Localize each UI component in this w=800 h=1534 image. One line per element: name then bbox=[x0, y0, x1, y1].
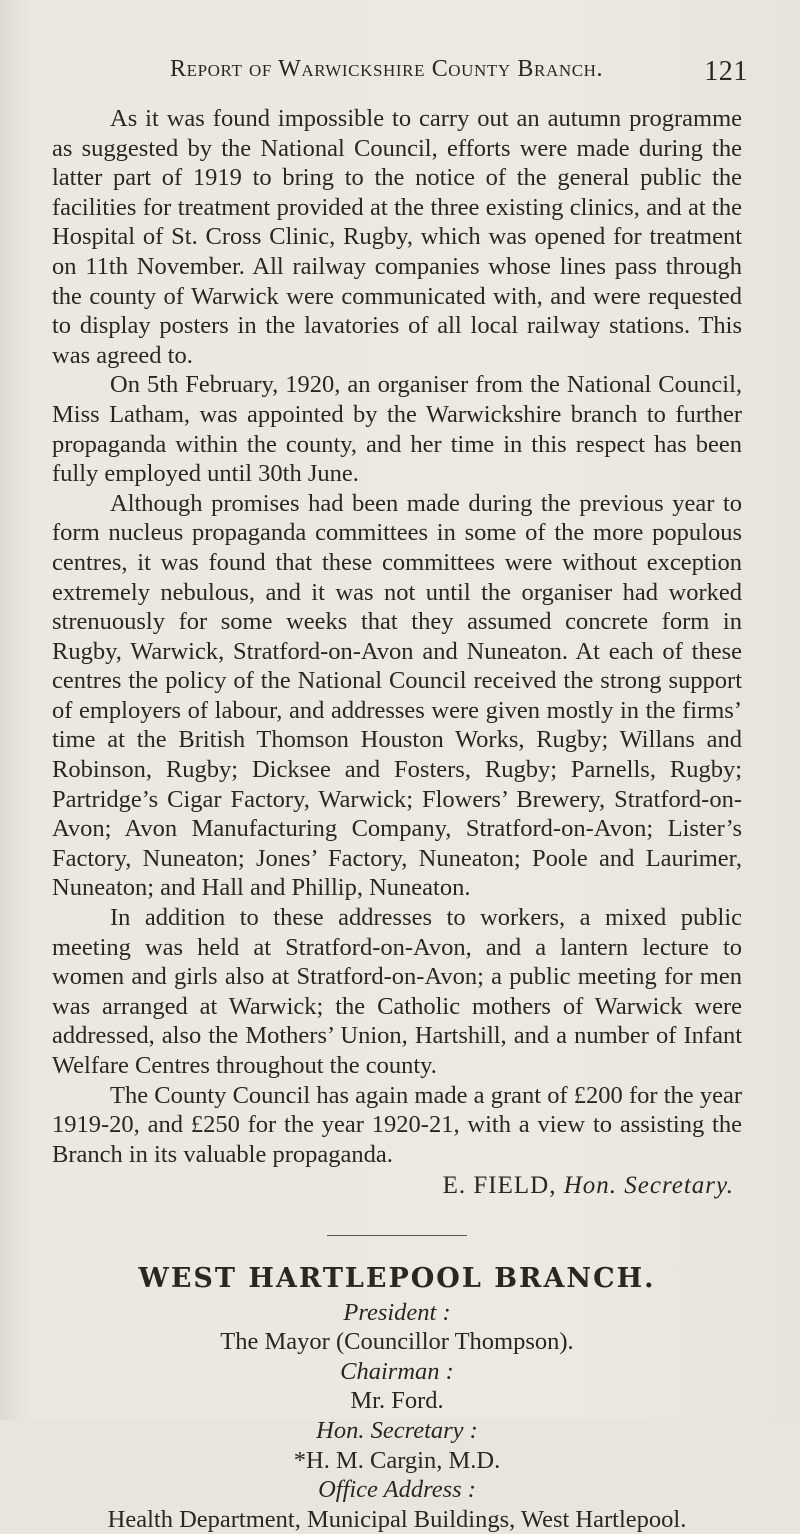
officer-role-president: President : bbox=[343, 1298, 451, 1326]
office-address: Health Department, Municipal Buildings, West Hartlepool. bbox=[107, 1505, 687, 1533]
paragraph: The County Council has again made a grant of £200 for the year 1919-20, and £250 for the year 1920-21, with a view to assisting the Branch in its valuable propaganda. bbox=[52, 1081, 742, 1168]
officer-role-chairman: Chairman : bbox=[340, 1357, 454, 1385]
paragraph: As it was found impossible to carry out an autumn programme as suggested by the National Council, efforts were made during the latter part of 1919 to bring to the notice of the general public the facilities for treatment provided at the three existing clinics, and at the Hospital of St. Cross Clinic, Rugby, which was opened for treatment on 11th November. All railway companies whose lines pass through the county of Warwick were communicated with, and were requested to display posters in the lavatories of all local railway stations. This was agreed to. bbox=[52, 105, 742, 369]
branch-title: WEST HARTLEPOOL BRANCH. bbox=[138, 1262, 656, 1294]
running-head bbox=[170, 56, 748, 87]
officer-name-secretary: *H. M. Cargin, M.D. bbox=[293, 1446, 501, 1474]
signature-name: E. FIELD, bbox=[442, 1172, 557, 1200]
officer-list bbox=[52, 1298, 742, 1534]
signature-title: Hon. Secretary. bbox=[563, 1172, 734, 1200]
report-body bbox=[52, 104, 742, 1534]
officer-role-secretary: Hon. Secretary : bbox=[316, 1416, 478, 1444]
paragraph: In addition to these addresses to workers, a mixed public meeting was held at Stratford-on-Avon, and a lantern lecture to women and girls also at Stratford-on-Avon; a public meeting for men was arranged at Warwick; the Catholic mothers of Warwick were addressed, also the Mothers’ Union, Hartshill, and a number of Infant Welfare Centres throughout the county. bbox=[52, 904, 742, 1079]
running-head-title: Report of Warwickshire County Branch. bbox=[170, 56, 604, 82]
section-divider bbox=[327, 1235, 467, 1236]
officer-role-office: Office Address : bbox=[318, 1476, 476, 1504]
officer-name-president: The Mayor (Councillor Thompson). bbox=[220, 1328, 574, 1356]
signature bbox=[52, 1171, 734, 1201]
officer-name-chairman: Mr. Ford. bbox=[350, 1387, 444, 1415]
page-number: 121 bbox=[704, 56, 748, 87]
paragraph: On 5th February, 1920, an organiser from the National Council, Miss Latham, was appointed by the Warwickshire branch to further propaganda within the county, and her time in this respect has been fully employed until 30th June. bbox=[52, 371, 742, 488]
paragraph: Although promises had been made during the previous year to form nucleus propaganda committees in some of the more populous centres, it was found that these committees were without exception extremely nebulous, and it was not until the organiser had worked strenuously for some weeks that they assumed concrete form in Rugby, Warwick, Stratford-on-Avon and Nuneaton. At each of these centres the policy of the National Council received the strong support of employers of labour, and addresses were given mostly in the firms’ time at the British Thomson Houston Works, Rugby; Willans and Robinson, Rugby; Dicksee and Fosters, Rugby; Parnells, Rugby; Partridge’s Cigar Factory, Warwick; Flowers’ Brewery, Stratford-on-Avon; Avon Manufacturing Company, Stratford-on-Avon; Lister’s Factory, Nuneaton; Jones’ Factory, Nuneaton; Poole and Laurimer, Nuneaton; and Hall and Phillip, Nuneaton. bbox=[52, 489, 742, 902]
